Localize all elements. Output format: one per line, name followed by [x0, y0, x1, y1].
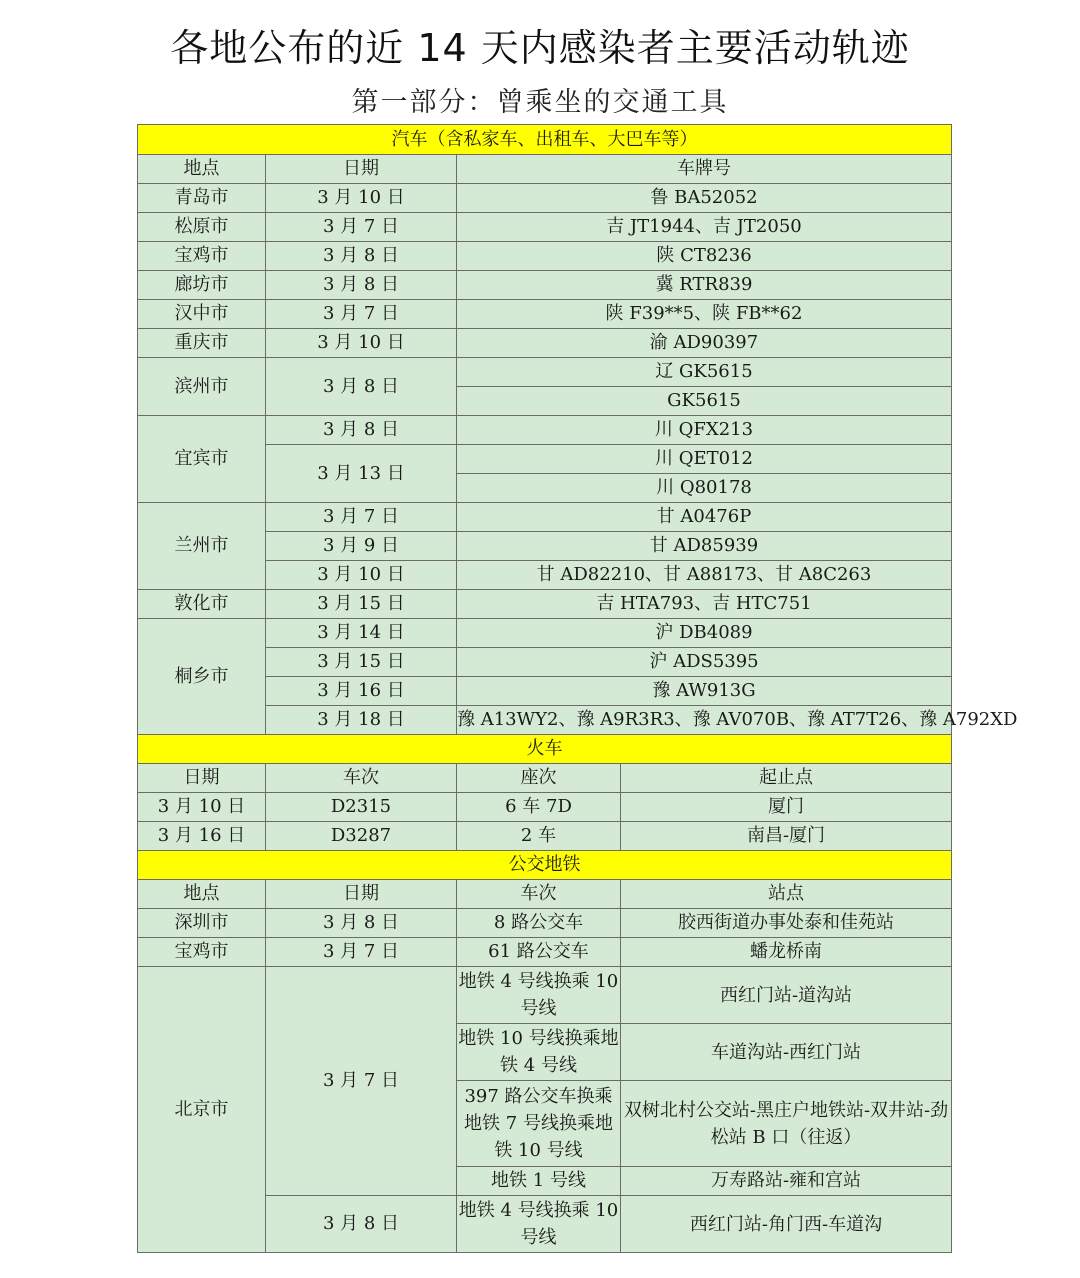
date-cell: 3 月 8 日: [266, 242, 457, 271]
seat-cell: 2 车: [457, 822, 621, 851]
column-header: 车牌号: [457, 155, 952, 184]
plate-cell: 豫 A13WY2、豫 A9R3R3、豫 AV070B、豫 AT7T26、豫 A792XD: [457, 706, 952, 735]
line-cell: 61 路公交车: [457, 938, 621, 967]
column-header: 座次: [457, 764, 621, 793]
table-row: [138, 938, 952, 967]
plate-cell: GK5615: [457, 387, 952, 416]
plate-cell: 吉 JT1944、吉 JT2050: [457, 213, 952, 242]
date-cell: 3 月 15 日: [266, 590, 457, 619]
place-cell: 青岛市: [138, 184, 266, 213]
table-row: [138, 358, 952, 387]
date-cell: 3 月 15 日: [266, 648, 457, 677]
column-header: 地点: [138, 155, 266, 184]
plate-cell: 陕 CT8236: [457, 242, 952, 271]
stops-cell: 西红门站-道沟站: [621, 967, 952, 1024]
section-header-car: 汽车（含私家车、出租车、大巴车等）: [138, 125, 952, 155]
table-row: [138, 822, 952, 851]
plate-cell: 川 QET012: [457, 445, 952, 474]
date-cell: 3 月 10 日: [266, 561, 457, 590]
seat-cell: 6 车 7D: [457, 793, 621, 822]
table-row: [138, 300, 952, 329]
plate-cell: 甘 A0476P: [457, 503, 952, 532]
date-cell: 3 月 18 日: [266, 706, 457, 735]
table-row: [138, 271, 952, 300]
stops-cell: 双树北村公交站-黑庄户地铁站-双井站-劲松站 B 口（往返）: [621, 1081, 952, 1167]
line-cell: 8 路公交车: [457, 909, 621, 938]
place-cell: 宝鸡市: [138, 242, 266, 271]
line-cell: 地铁 10 号线换乘地铁 4 号线: [457, 1024, 621, 1081]
line-cell: 地铁 4 号线换乘 10 号线: [457, 967, 621, 1024]
column-header: 车次: [457, 880, 621, 909]
place-cell: 北京市: [138, 967, 266, 1253]
column-header: 日期: [138, 764, 266, 793]
place-cell: 深圳市: [138, 909, 266, 938]
table-row: [138, 909, 952, 938]
column-header: 车次: [266, 764, 457, 793]
date-cell: 3 月 9 日: [266, 532, 457, 561]
section-header-train: 火车: [138, 735, 952, 764]
stops-cell: 万寿路站-雍和宫站: [621, 1167, 952, 1196]
date-cell: 3 月 7 日: [266, 503, 457, 532]
plate-cell: 渝 AD90397: [457, 329, 952, 358]
place-cell: 宜宾市: [138, 416, 266, 503]
route-cell: 南昌-厦门: [621, 822, 952, 851]
place-cell: 兰州市: [138, 503, 266, 590]
plate-cell: 川 QFX213: [457, 416, 952, 445]
table-row: [138, 242, 952, 271]
table-row: [138, 329, 952, 358]
plate-cell: 甘 AD85939: [457, 532, 952, 561]
date-cell: 3 月 8 日: [266, 1196, 457, 1253]
stops-cell: 车道沟站-西红门站: [621, 1024, 952, 1081]
place-cell: 廊坊市: [138, 271, 266, 300]
date-cell: 3 月 10 日: [266, 184, 457, 213]
table-header-row: [138, 880, 952, 909]
date-cell: 3 月 16 日: [138, 822, 266, 851]
date-cell: 3 月 8 日: [266, 271, 457, 300]
plate-cell: 豫 AW913G: [457, 677, 952, 706]
table-header-row: [138, 155, 952, 184]
plate-cell: 辽 GK5615: [457, 358, 952, 387]
column-header: 站点: [621, 880, 952, 909]
column-header: 日期: [266, 155, 457, 184]
plate-cell: 沪 DB4089: [457, 619, 952, 648]
place-cell: 重庆市: [138, 329, 266, 358]
plate-cell: 川 Q80178: [457, 474, 952, 503]
date-cell: 3 月 7 日: [266, 967, 457, 1196]
plate-cell: 吉 HTA793、吉 HTC751: [457, 590, 952, 619]
page-title: 各地公布的近 14 天内感染者主要活动轨迹: [170, 26, 910, 70]
line-cell: 地铁 1 号线: [457, 1167, 621, 1196]
table-row: [138, 416, 952, 445]
stops-cell: 胶西街道办事处泰和佳苑站: [621, 909, 952, 938]
date-cell: 3 月 14 日: [266, 619, 457, 648]
column-header: 起止点: [621, 764, 952, 793]
place-cell: 滨州市: [138, 358, 266, 416]
table-row: [138, 503, 952, 532]
plate-cell: 鲁 BA52052: [457, 184, 952, 213]
plate-cell: 陕 F39**5、陕 FB**62: [457, 300, 952, 329]
plate-cell: 冀 RTR839: [457, 271, 952, 300]
line-cell: 397 路公交车换乘地铁 7 号线换乘地铁 10 号线: [457, 1081, 621, 1167]
date-cell: 3 月 13 日: [266, 445, 457, 503]
table-row: [138, 967, 952, 1024]
date-cell: 3 月 7 日: [266, 213, 457, 242]
date-cell: 3 月 10 日: [266, 329, 457, 358]
date-cell: 3 月 7 日: [266, 938, 457, 967]
column-header: 日期: [266, 880, 457, 909]
table-row: [138, 793, 952, 822]
date-cell: 3 月 10 日: [138, 793, 266, 822]
plate-cell: 沪 ADS5395: [457, 648, 952, 677]
place-cell: 敦化市: [138, 590, 266, 619]
date-cell: 3 月 8 日: [266, 909, 457, 938]
table-row: [138, 213, 952, 242]
date-cell: 3 月 8 日: [266, 416, 457, 445]
train-number-cell: D3287: [266, 822, 457, 851]
stops-cell: 蟠龙桥南: [621, 938, 952, 967]
page-subtitle: 第一部分：曾乘坐的交通工具: [351, 87, 729, 118]
plate-cell: 甘 AD82210、甘 A88173、甘 A8C263: [457, 561, 952, 590]
table-row: [138, 184, 952, 213]
route-cell: 厦门: [621, 793, 952, 822]
date-cell: 3 月 7 日: [266, 300, 457, 329]
table-header-row: [138, 764, 952, 793]
place-cell: 桐乡市: [138, 619, 266, 735]
date-cell: 3 月 16 日: [266, 677, 457, 706]
column-header: 地点: [138, 880, 266, 909]
place-cell: 汉中市: [138, 300, 266, 329]
place-cell: 松原市: [138, 213, 266, 242]
transport-table: [137, 124, 1018, 1253]
date-cell: 3 月 8 日: [266, 358, 457, 416]
place-cell: 宝鸡市: [138, 938, 266, 967]
section-header-transit: 公交地铁: [138, 851, 952, 880]
stops-cell: 西红门站-角门西-车道沟: [621, 1196, 952, 1253]
table-row: [138, 590, 952, 619]
train-number-cell: D2315: [266, 793, 457, 822]
line-cell: 地铁 4 号线换乘 10 号线: [457, 1196, 621, 1253]
table-row: [138, 619, 952, 648]
